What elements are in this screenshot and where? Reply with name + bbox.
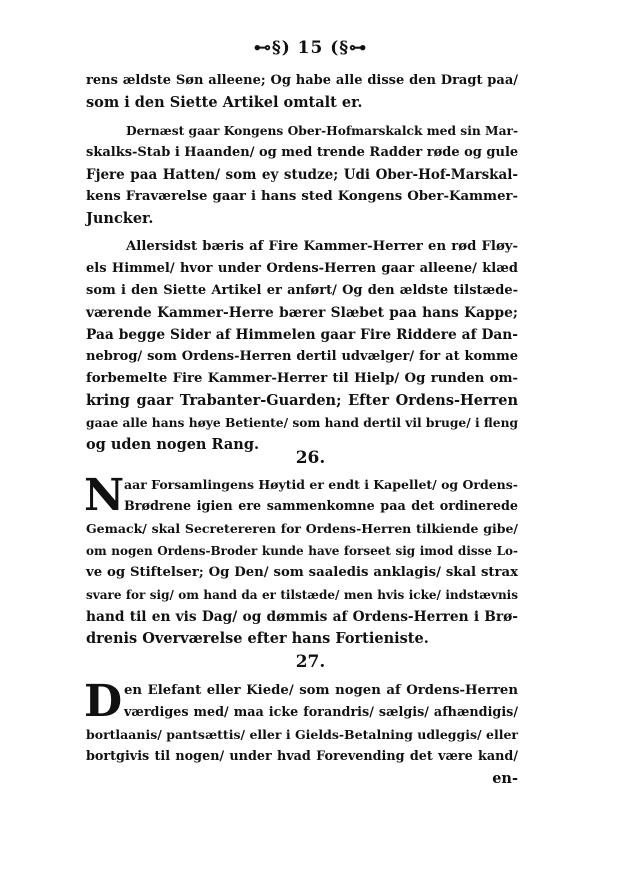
text-line: els Himmel/ hvor under Ordens-Herren gaar alleene/ klæd [86,261,518,276]
text-line: bortlaanis/ pantsættis/ eller i Gields-Betalning udleggis/ eller [86,727,518,742]
text-line: nebrog/ som Ordens-Herren dertil udvælger/ for at komme [86,349,518,364]
text-line: drenis Overværelse efter hans Fortieniste. [86,630,429,647]
text-line: aar Forsamlingens Høytid er endt i Kapellet/ og Ordens- [124,477,519,492]
section-number: 26. [295,448,326,468]
page-header: ⊷§) 15 (§⊶ [253,38,368,58]
text-line: Brødrene igien ere sammenkomne paa det ordinerede [124,499,518,514]
text-line: om nogen Ordens-Broder kunde have forseet sig imod disse Lo- [86,544,518,558]
text-line: rens ældste Søn alleene; Og habe alle disse den Dragt paa/ [86,73,518,88]
catchword: en- [492,770,518,787]
text-line: Gemack/ skal Secretereren for Ordens-Herren tilkiende gibe/ [86,521,518,536]
text-line: kens Fraværelse gaar i hans sted Kongens Ober-Kammer- [86,189,518,204]
text-line: værdiges med/ maa icke forandris/ sælgis/ afhændigis/ [124,705,518,720]
text-line: bortgivis til nogen/ under hvad Forevending det være kand/ [86,749,518,764]
text-line: ve og Stiftelser; Og Den/ som saaledis anklagis/ skal strax [86,565,518,580]
text-line: Fjere paa Hatten/ som ey studze; Udi Ober-Hof-Marskal- [86,167,518,183]
text-line: Dernæst gaar Kongens Ober-Hofmarskalck med sin Mar- [126,123,519,138]
text-line: forbemelte Fire Kammer-Herrer til Hielp/ Og runden om- [86,371,518,386]
section-number: 27. [295,652,326,672]
text-line: som i den Siette Artikel omtalt er. [86,94,363,111]
text-line: og uden nogen Rang. [86,436,260,453]
text-line: kring gaar Trabanter-Guarden; Efter Ordens-Herren [86,392,518,409]
text-line: værende Kammer-Herre bærer Slæbet paa hans Kappe; [86,305,518,321]
text-line: som i den Siette Artikel er anført/ Og den ældste tilstæde- [86,283,518,298]
text-line: hand til en vis Dag/ og dømmis af Ordens-Herren i Brø- [86,609,518,625]
text-line: skalks-Stab i Haanden/ og med trende Radder røde og gule [86,145,519,160]
drop-cap: D [84,676,123,727]
text-line: svare for sig/ om hand da er tilstæde/ men hvis icke/ indstævnis [86,588,518,602]
text-line: Juncker. [86,210,154,227]
text-line: Paa begge Sider af Himmelen gaar Fire Riddere af Dan- [86,327,518,343]
text-line: gaae alle hans høye Betiente/ som hand dertil vil bruge/ i fleng [86,415,519,430]
text-line: Allersidst bæris af Fire Kammer-Herrer en rød Fløy- [126,239,518,254]
text-line: en Elefant eller Kiede/ som nogen af Ordens-Herren [124,683,518,698]
drop-cap: N [84,470,125,521]
